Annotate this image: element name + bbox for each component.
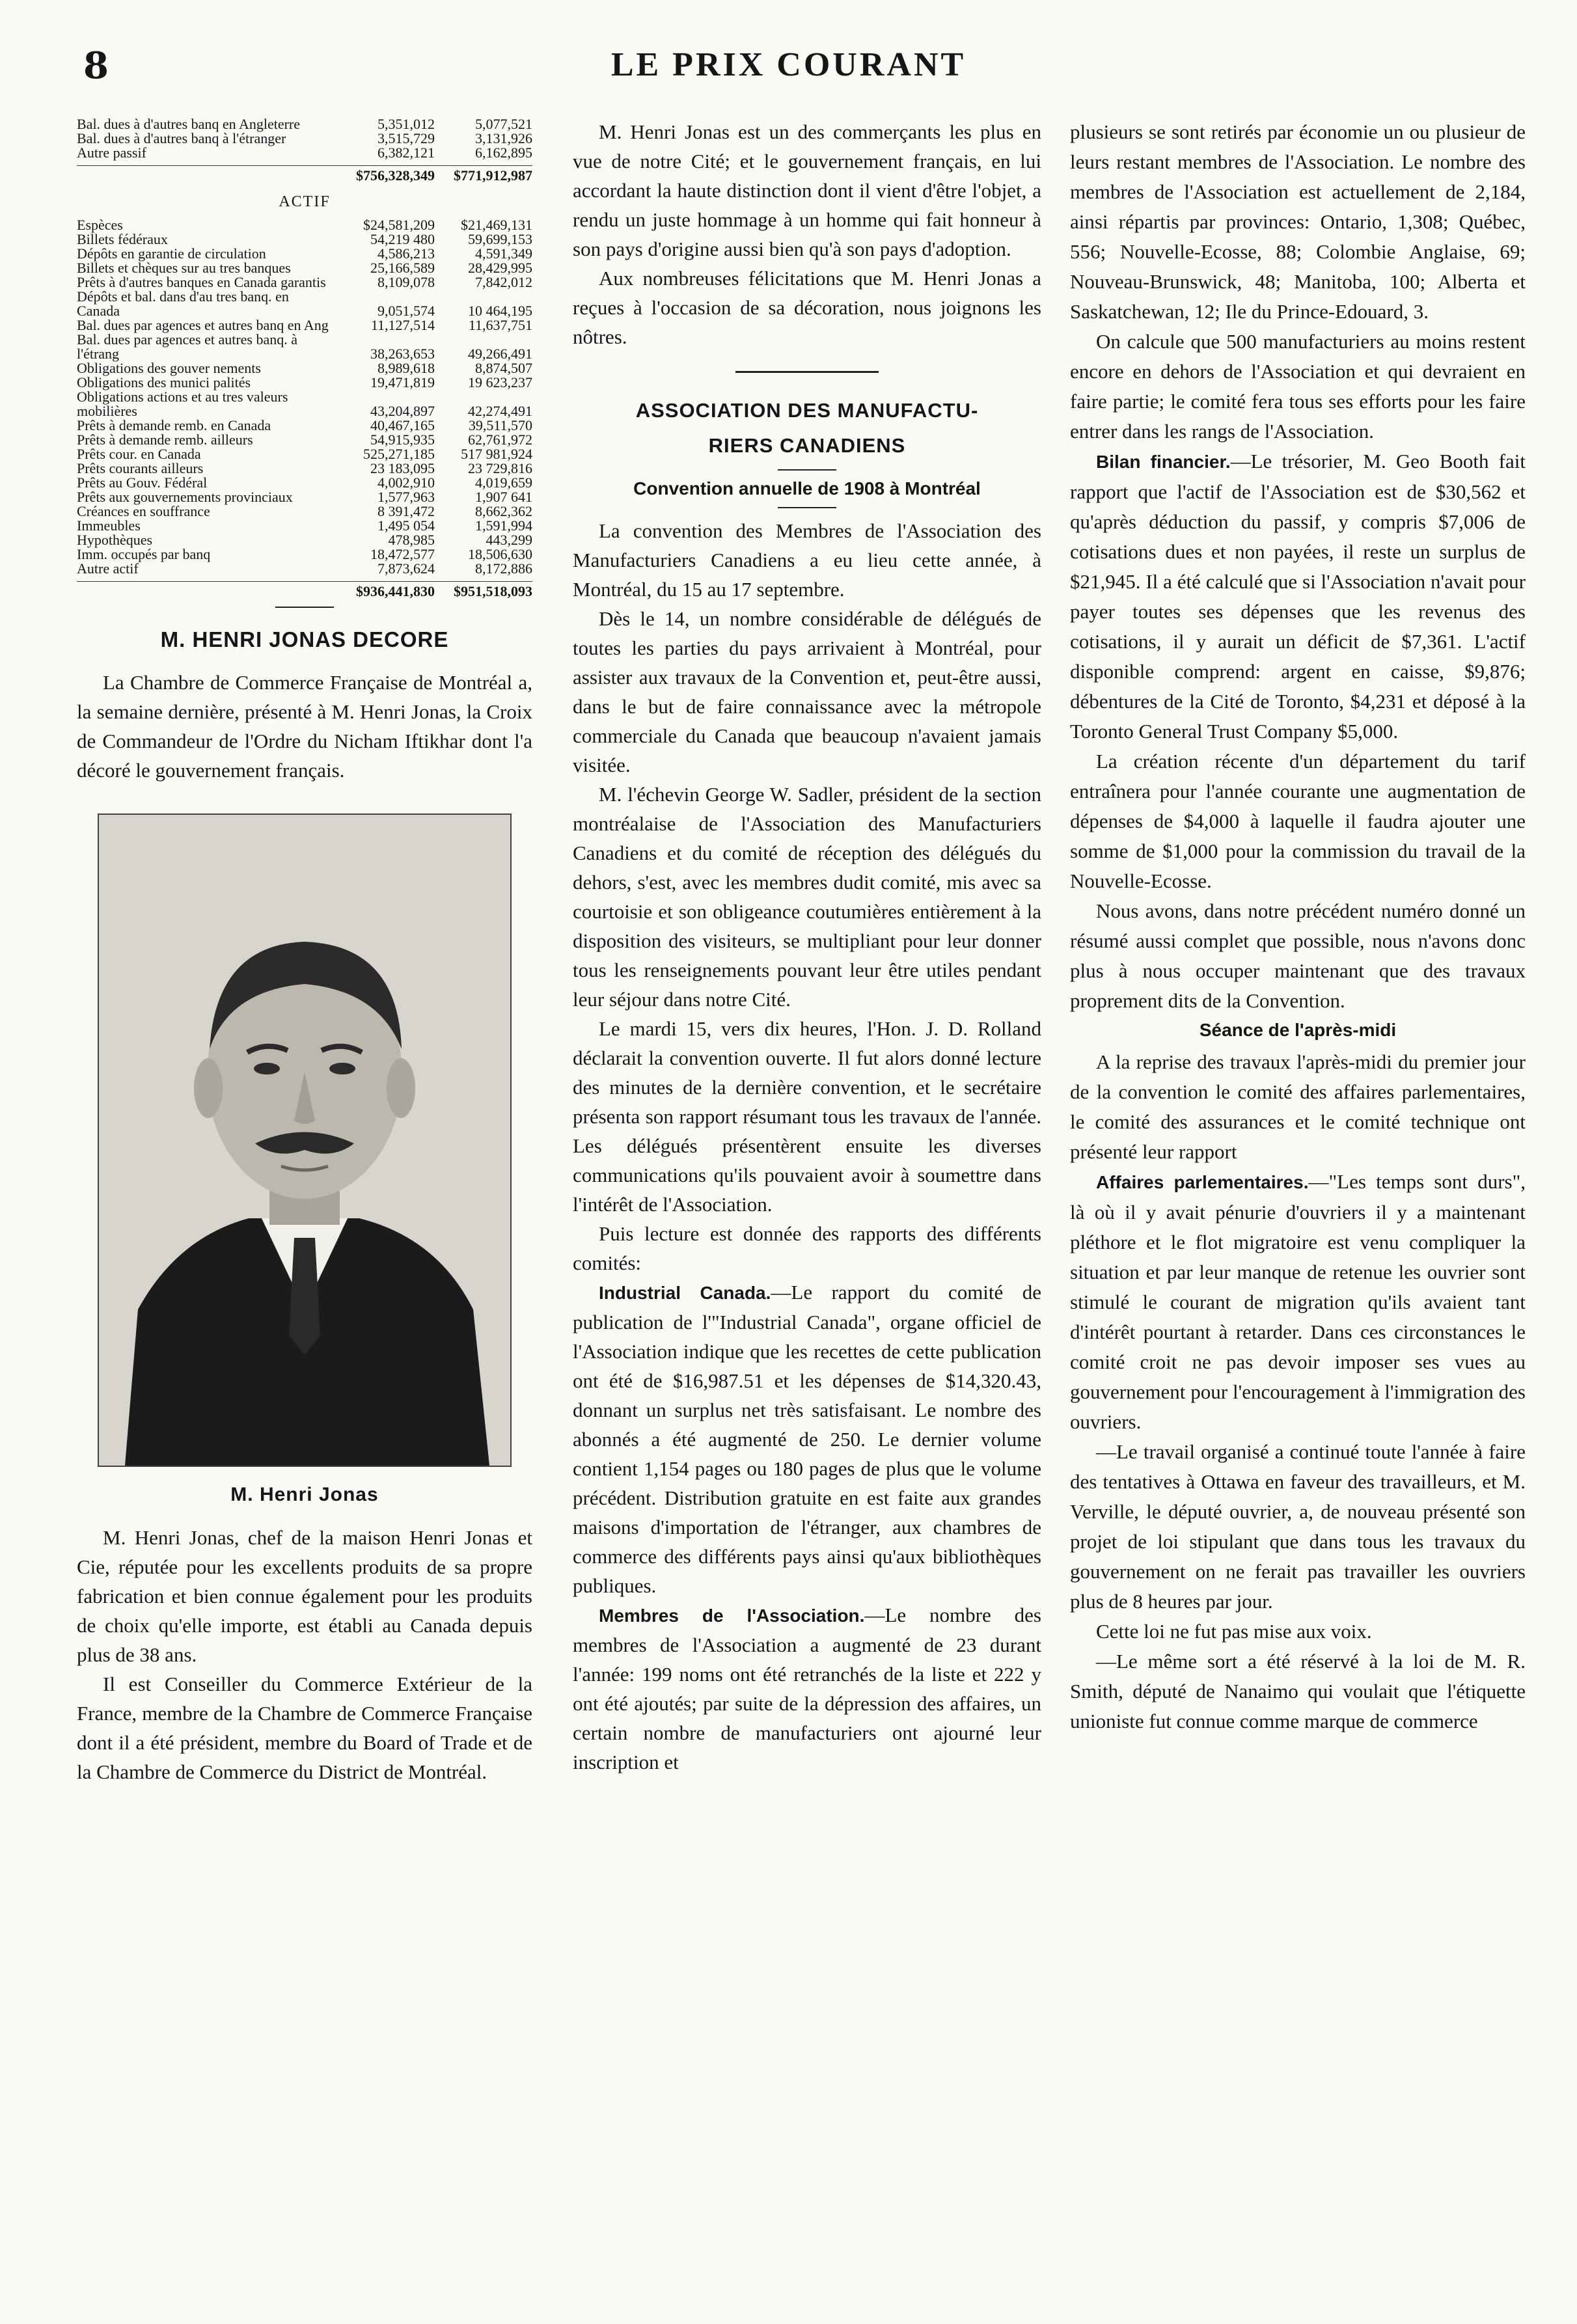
row-value-1908: 1,495 054 xyxy=(377,517,435,534)
actif-heading: ACTIF xyxy=(279,193,331,210)
article-heading-association-line1: ASSOCIATION DES MANUFACTU- xyxy=(635,399,979,422)
row-value-1908: 7,873,624 xyxy=(377,560,435,577)
row-value-1908: $24,581,209 xyxy=(363,217,435,233)
actif-row xyxy=(77,247,532,261)
row-value-1908: 478,985 xyxy=(388,532,435,548)
row-label: Prêts cour. en Canada xyxy=(77,446,201,462)
row-value-1907: 59,699,153 xyxy=(468,231,532,247)
association-paragraph-4: Le mardi 15, vers dix heures, l'Hon. J. D. Rolland déclarait la convention ouverte. Il fut alors donné lecture des minutes de la dernière convention, et le secrétaire présenta son rapport résumant tous les travaux de l'année. Les délégués présentèrent ensuite les diverses communications qu'ils pouvaient avoir à soumettre dans l'intérêt de l'Association. xyxy=(573,1017,1041,1216)
association-paragraph-1: La convention des Membres de l'Association des Manufacturiers Canadiens a eu lieu cette année, à Montréal, du 15 au 17 septembre. xyxy=(573,519,1041,601)
passif-total-1908: $756,328,349 xyxy=(356,167,435,184)
row-value-1908: 54,219 480 xyxy=(370,231,435,247)
actif-row xyxy=(77,418,532,433)
actif-row xyxy=(77,476,532,490)
actif-row xyxy=(77,275,532,290)
row-value-1908: 1,577,963 xyxy=(377,489,435,505)
row-value-1907: $21,469,131 xyxy=(461,217,532,233)
row-label: Obligations des munici palités xyxy=(77,374,251,390)
col3-paragraph-8: —Le travail organisé a continué toute l'année à faire des tentatives à Ottawa en faveur des travailleurs, et M. Verville, le député ouvrier, a, de nouveau présenté son projet de loi stipulant que dans tous les travaux du gouvernement on ne ferait pas travailler les ouvriers plus de 8 heures par jour. xyxy=(1070,1440,1526,1613)
passif-total-1907: $771,912,987 xyxy=(454,167,532,184)
passif-row xyxy=(77,131,532,146)
col3-paragraph-6: A la reprise des travaux l'après-midi du premier jour de la convention le comité des affaires parlementaires, le comité des assurances et le comité technique ont présenté leur rapport xyxy=(1070,1050,1526,1163)
row-value-1908: 54,915,935 xyxy=(370,431,435,448)
row-value-1907: 28,429,995 xyxy=(468,260,532,276)
row-value-1907: 8,874,507 xyxy=(475,360,532,376)
row-value-1907: 7,842,012 xyxy=(475,274,532,290)
paragraph-lead-affaires: Affaires parlementaires. xyxy=(1096,1172,1309,1192)
actif-row xyxy=(77,504,532,519)
row-value-1908: 5,351,012 xyxy=(377,117,435,132)
col3-paragraph-2: On calcule que 500 manufacturiers au moins restent encore en dehors de l'Association et qui devraient en faire partie; le comité fera tous ses efforts pour les faire entrer dans les rangs de l'Association. xyxy=(1070,330,1526,443)
passif-total-row xyxy=(77,165,532,183)
row-value-1908: 8,989,618 xyxy=(377,360,435,376)
portrait-illustration xyxy=(99,815,510,1466)
divider xyxy=(778,507,836,508)
portrait-photo xyxy=(98,813,512,1467)
article-subheading-convention: Convention annuelle de 1908 à Montréal xyxy=(633,478,981,499)
divider xyxy=(275,607,334,608)
bank-statement-table xyxy=(77,117,532,599)
row-value-1907: 6,162,895 xyxy=(475,144,532,161)
row-value-1908: 6,382,121 xyxy=(377,144,435,161)
row-value-1908: 8,109,078 xyxy=(377,274,435,290)
row-label: Immeubles xyxy=(77,517,141,534)
actif-row xyxy=(77,361,532,376)
row-label: Imm. occupés par banq xyxy=(77,546,211,562)
page-number: 8 xyxy=(83,44,109,87)
row-value-1907: 42,274,491 xyxy=(468,403,532,419)
jonas-paragraph-2: M. Henri Jonas, chef de la maison Henri Jonas et Cie, réputée pour les excellents produits de sa propre fabrication et bien connue également pour les produits de choix qu'elle importe, est établi au Canada depuis plus de 38 ans. xyxy=(77,1526,532,1666)
actif-row xyxy=(77,218,532,232)
row-value-1907: 3,131,926 xyxy=(475,130,532,146)
col3-paragraph-9: Cette loi ne fut pas mise aux voix. xyxy=(1096,1620,1372,1643)
row-label: Prêts à demande remb. ailleurs xyxy=(77,431,253,448)
association-paragraph-6 xyxy=(573,1278,1041,1600)
row-label: Prêts au Gouv. Fédéral xyxy=(77,474,208,491)
column-left xyxy=(77,117,532,2285)
actif-row xyxy=(77,547,532,562)
column-right xyxy=(1070,117,1526,2285)
photo-caption: M. Henri Jonas xyxy=(230,1484,379,1505)
row-value-1907: 19 623,237 xyxy=(468,374,532,390)
article-heading-association-line2: RIERS CANADIENS xyxy=(708,434,906,457)
row-value-1907: 1,907 641 xyxy=(475,489,532,505)
row-value-1908: 11,127,514 xyxy=(370,317,435,333)
masthead-title: LE PRIX COURANT xyxy=(610,46,967,83)
row-value-1908: 25,166,589 xyxy=(370,260,435,276)
row-label: Billets fédéraux xyxy=(77,231,168,247)
section-divider xyxy=(735,371,879,373)
row-label: Prêts courants ailleurs xyxy=(77,460,204,476)
association-paragraph-2: Dès le 14, un nombre considérable de délégués de toutes les parties du pays arrivaient à Montréal, pour assister aux travaux de la Convention et, peut-être aussi, dans le but de faire connaissance avec la métropole commerciale du Canada que beaucoup n'avaient jamais visitée. xyxy=(573,607,1041,776)
jonas-paragraph-5: Aux nombreuses félicitations que M. Henri Jonas a reçues à l'occasion de sa décoration, nous joignons les nôtres. xyxy=(573,267,1041,348)
col3-paragraph-3 xyxy=(1070,446,1526,746)
col3-paragraph-7 xyxy=(1070,1167,1526,1437)
row-label: Hypothèques xyxy=(77,532,153,548)
row-value-1907: 23 729,816 xyxy=(468,460,532,476)
paragraph-lead-membres: Membres de l'Association. xyxy=(599,1606,865,1626)
row-value-1907: 1,591,994 xyxy=(475,517,532,534)
association-paragraph-7 xyxy=(573,1600,1041,1777)
row-value-1907: 39,511,570 xyxy=(468,417,532,433)
actif-total-1907: $951,518,093 xyxy=(454,583,532,599)
row-value-1907: 49,266,491 xyxy=(468,346,532,362)
actif-row xyxy=(77,318,532,333)
row-value-1907: 18,506,630 xyxy=(468,546,532,562)
row-label: Bal. dues à d'autres banq en Angleterre xyxy=(77,117,301,132)
row-value-1907: 8,172,886 xyxy=(475,560,532,577)
row-value-1908: 23 183,095 xyxy=(370,460,435,476)
actif-row xyxy=(77,390,532,418)
row-label: Bal. dues à d'autres banq à l'étranger xyxy=(77,130,286,146)
actif-row xyxy=(77,290,532,318)
actif-row xyxy=(77,562,532,576)
row-label: Dépôts et bal. dans d'au tres banq. en Canada xyxy=(77,288,289,319)
paragraph-lead-bilan: Bilan financier. xyxy=(1096,452,1231,472)
row-label: Prêts aux gouvernements provinciaux xyxy=(77,489,293,505)
passif-row xyxy=(77,146,532,160)
row-value-1907: 62,761,972 xyxy=(468,431,532,448)
article-heading-jonas: M. HENRI JONAS DECORE xyxy=(160,627,449,651)
row-value-1908: 40,467,165 xyxy=(370,417,435,433)
row-label: Obligations des gouver nements xyxy=(77,360,261,376)
col3-paragraph-1: plusieurs se sont retirés par économie un ou plusieur de leurs restant membres de l'Association. Le nombre des membres de l'Association est actuellement de 2,184, ainsi répartis par provinces: Ontario, 1,308; Québec, 556; Nouvelle-Ecosse, 88; Colombie Anglaise, 69; Nouveau-Brunswick, 48; Manitoba, 100; Alberta et Saskatchewan, 12; Ile du Prince-Edouard, 3. xyxy=(1070,120,1526,323)
actif-row xyxy=(77,232,532,247)
row-label: Espèces xyxy=(77,217,123,233)
row-value-1908: 525,271,185 xyxy=(363,446,435,462)
association-paragraph-5: Puis lecture est donnée des rapports des différents comités: xyxy=(573,1222,1041,1274)
row-value-1908: 3,515,729 xyxy=(377,130,435,146)
paragraph-body: —"Les temps sont durs", là où il y avait pénurie d'ouvriers il y a maintenant pléthore et le flot migratoire est venu compliquer la situation et par leur manque de retenue les ouvrier sont stimulé le courant de migration qu'ils avaient tant d'intérêt pourtant à retarder. Dans ces circonstances le comité croit ne pas devoir imposer ses vues au gouvernement pour l'encouragement à l'immigration des ouvriers. xyxy=(1070,1170,1526,1433)
jonas-paragraph-4: M. Henri Jonas est un des commerçants les plus en vue de notre Cité; et le gouvernement français, en lui accordant la haute distinction dont il vient d'être l'objet, a rendu un juste hommage à un homme qui fait honneur à son pays d'origine aussi bien qu'à son pays d'adoption. xyxy=(573,120,1041,260)
jonas-paragraph-3: Il est Conseiller du Commerce Extérieur de la France, membre de la Chambre de Commerce Française dont il a été président, membre du Board of Trade et de la Chambre de Commerce du District de Montréal. xyxy=(77,1673,532,1783)
row-value-1908: 18,472,577 xyxy=(370,546,435,562)
paragraph-body: —Le trésorier, M. Geo Booth fait rapport que l'actif de l'Association est de $30,562 et qu'après déduction du passif, y compris $7,006 de cotisations dues et non payées, il reste un surplus de $21,945. Il a été calculé que si l'Association n'avait pour payer toutes ses dépenses que les revenus des cotisations, il y aurait un déficit de $7,361. L'actif disponible comprend: argent en caisse, $9,876; débentures de la Cité de Toronto, $4,231 et déposé à la Toronto General Trust Company $5,000. xyxy=(1070,450,1526,743)
row-value-1908: 9,051,574 xyxy=(377,303,435,319)
row-value-1907: 517 981,924 xyxy=(461,446,532,462)
row-label: Prêts à demande remb. en Canada xyxy=(77,417,271,433)
row-label: Obligations actions et au tres valeurs mobilières xyxy=(77,389,288,419)
row-value-1908: 4,002,910 xyxy=(377,474,435,491)
actif-row xyxy=(77,447,532,461)
row-label: Bal. dues par agences et autres banq. à l'étrang xyxy=(77,331,298,362)
row-value-1908: 19,471,819 xyxy=(370,374,435,390)
actif-total-row xyxy=(77,581,532,599)
row-label: Bal. dues par agences et autres banq en Ang xyxy=(77,317,329,333)
row-value-1907: 443,299 xyxy=(486,532,532,548)
actif-row xyxy=(77,433,532,447)
paragraph-body: —Le rapport du comité de publication de l'"Industrial Canada", organe officiel de l'Association indique que les recettes de cette publication ont été de $16,987.51 et les dépenses de $14,320.43, donnant un surplus net très satisfaisant. Le nombre des abonnés a été augmenté de 250. Le dernier volume contient 1,154 pages ou 180 pages de plus que le volume précédent. Distribution gratuite en est faite aux grandes maisons d'importation de l'étranger, aux chambres de commerce des différents pays ainsi qu'aux bibliothèques publiques. xyxy=(573,1281,1041,1597)
row-value-1907: 4,591,349 xyxy=(475,245,532,262)
actif-row xyxy=(77,519,532,533)
actif-total-1908: $936,441,830 xyxy=(356,583,435,599)
jonas-paragraph-1: La Chambre de Commerce Française de Montréal a, la semaine dernière, présenté à M. Henri Jonas, la Croix de Commandeur de l'Ordre du Nicham Iftikhar dont l'a décoré le gouvernement français. xyxy=(77,671,532,782)
row-label: Dépôts en garantie de circulation xyxy=(77,245,266,262)
row-label: Créances en souffrance xyxy=(77,503,210,519)
paragraph-body: —Le nombre des membres de l'Association a augmenté de 23 durant l'année: 199 noms ont été retranchés de la liste et 222 y ont été ajoutés; par suite de la dépression des affaires, un certain nombre de manufacturiers ont ajourné leur inscription et xyxy=(573,1604,1041,1773)
row-value-1907: 11,637,751 xyxy=(468,317,532,333)
row-value-1908: 38,263,653 xyxy=(370,346,435,362)
row-value-1907: 4,019,659 xyxy=(475,474,532,491)
passif-row xyxy=(77,117,532,131)
actif-row xyxy=(77,376,532,390)
row-value-1907: 8,662,362 xyxy=(475,503,532,519)
row-label: Prêts à d'autres banques en Canada garantis xyxy=(77,274,326,290)
subheading-seance: Séance de l'après-midi xyxy=(1199,1020,1397,1040)
col3-paragraph-4: La création récente d'un département du tarif entraînera pour l'année courante une augmentation de dépenses de $4,000 à laquelle il faudra ajouter une somme de $1,000 pour la commission du travail de la Nouvelle-Ecosse. xyxy=(1070,750,1526,892)
col3-paragraph-10: —Le même sort a été réservé à la loi de M. R. Smith, député de Nanaimo qui voulait que l'étiquette unioniste fut connue comme marque de commerce xyxy=(1070,1650,1526,1732)
association-paragraph-3: M. l'échevin George W. Sadler, président de la section montréalaise de l'Association des Manufacturiers Canadiens et du comité de réception des délégués du dehors, s'est, avec les membres dudit comité, mis avec sa courtoisie et son obligeance coutumières entièrement à la disposition des visiteurs, se multipliant pour leur donner tous les renseignements pouvant leur être utiles pendant leur séjour dans notre Cité. xyxy=(573,783,1041,1011)
actif-row xyxy=(77,461,532,476)
row-label: Autre actif xyxy=(77,560,139,577)
row-label: Autre passif xyxy=(77,144,146,161)
actif-row xyxy=(77,490,532,504)
actif-row xyxy=(77,261,532,275)
row-value-1908: 8 391,472 xyxy=(377,503,435,519)
actif-row xyxy=(77,333,532,361)
row-value-1908: 4,586,213 xyxy=(377,245,435,262)
divider xyxy=(778,469,836,471)
col3-paragraph-5: Nous avons, dans notre précédent numéro donné un résumé aussi complet que possible, nous n'avons donc plus à nous occuper maintenant que des travaux proprement dits de la Convention. xyxy=(1070,899,1526,1012)
row-value-1907: 5,077,521 xyxy=(475,117,532,132)
row-value-1907: 10 464,195 xyxy=(468,303,532,319)
column-middle xyxy=(573,117,1041,2285)
actif-row xyxy=(77,533,532,547)
row-label: Billets et chèques sur au tres banques xyxy=(77,260,291,276)
paragraph-lead-industrial-canada: Industrial Canada. xyxy=(599,1283,771,1303)
row-value-1908: 43,204,897 xyxy=(370,403,435,419)
